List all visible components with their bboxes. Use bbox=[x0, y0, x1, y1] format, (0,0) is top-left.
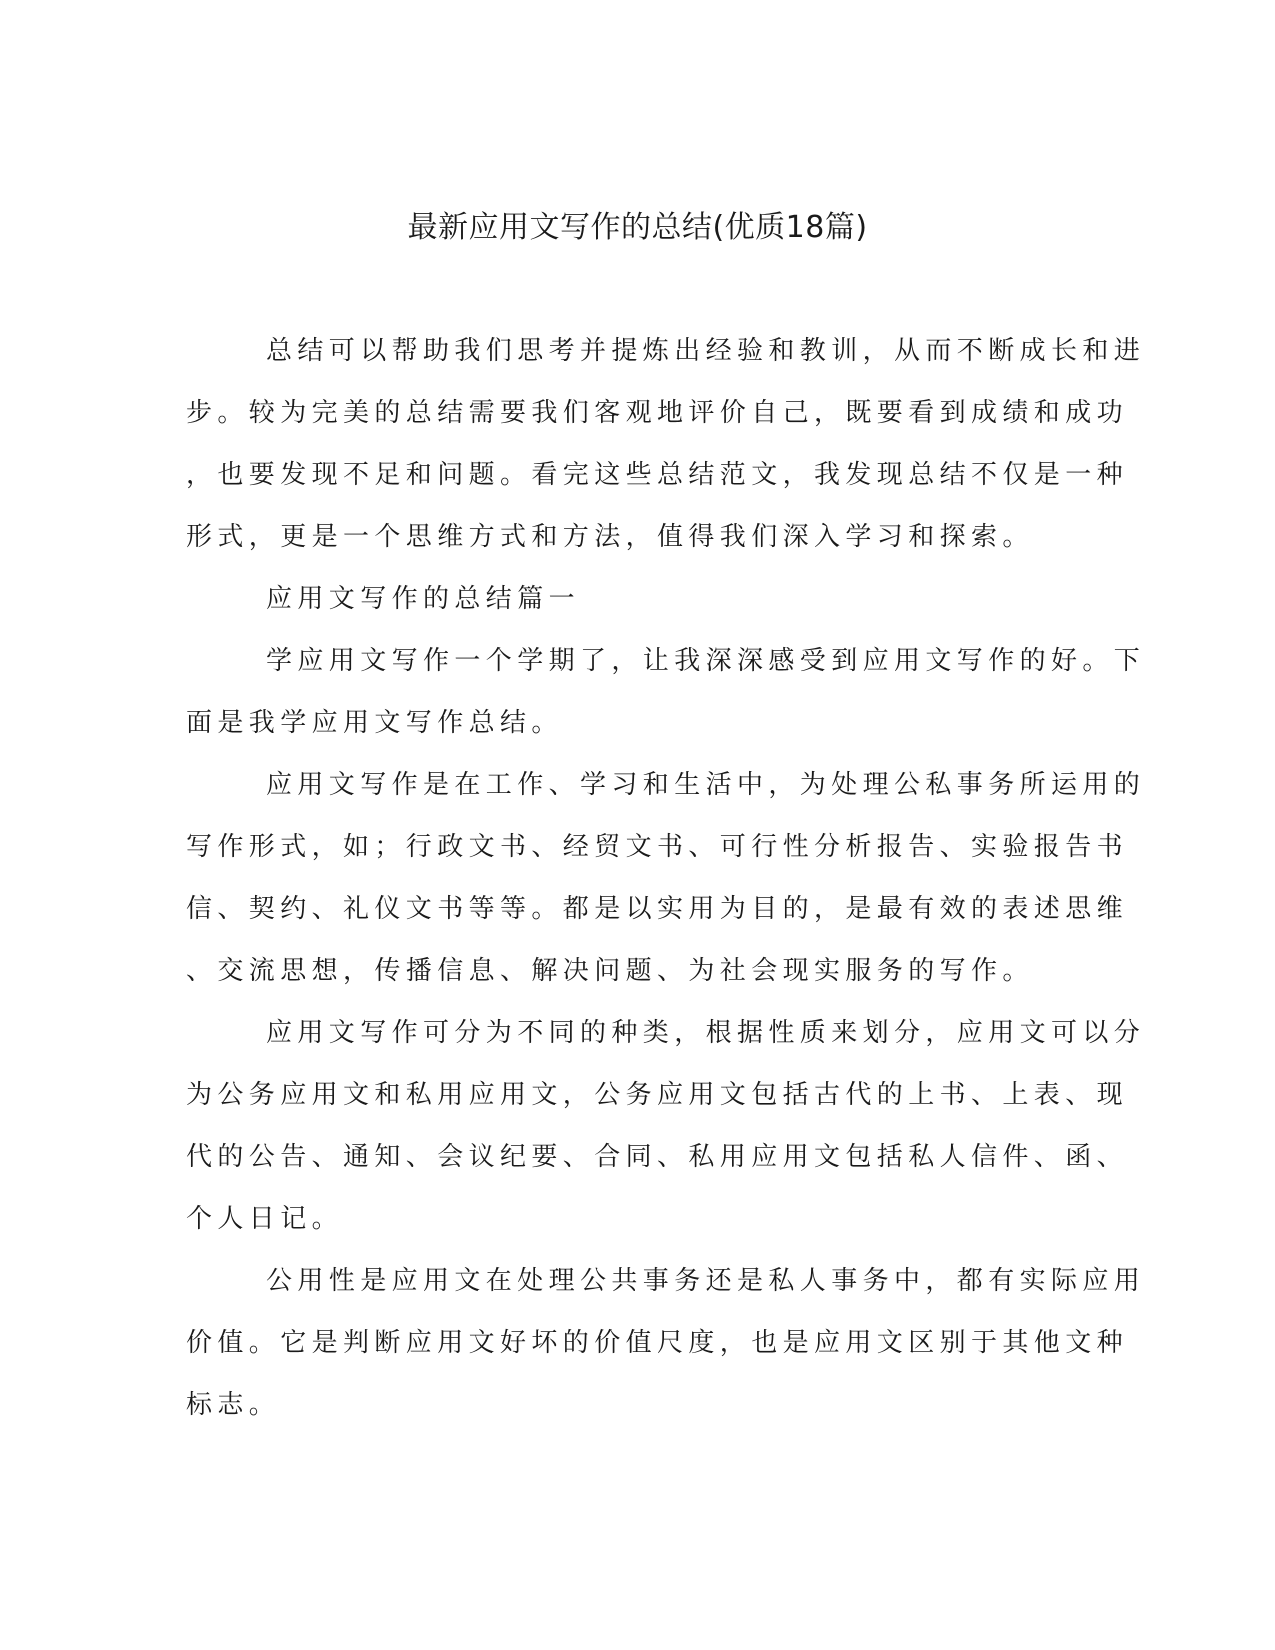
document-body bbox=[186, 330, 1146, 1446]
text-line: 步。较为完美的总结需要我们客观地评价自己，既要看到成绩和成功 bbox=[186, 398, 1129, 428]
document-title: 最新应用文写作的总结(优质18篇) bbox=[407, 210, 868, 245]
text-line: 写作形式，如；行政文书、经贸文书、可行性分析报告、实验报告书 bbox=[186, 832, 1129, 862]
text-line: 面是我学应用文写作总结。 bbox=[186, 708, 563, 738]
section-heading: 应用文写作的总结篇一 bbox=[266, 584, 581, 614]
text-line: 个人日记。 bbox=[186, 1204, 344, 1234]
text-line: 价值。它是判断应用文好坏的价值尺度，也是应用文区别于其他文种 bbox=[186, 1328, 1129, 1358]
text-line: 信、契约、礼仪文书等等。都是以实用为目的，是最有效的表述思维 bbox=[186, 894, 1129, 924]
text-line: ，也要发现不足和问题。看完这些总结范文，我发现总结不仅是一种 bbox=[186, 460, 1129, 490]
text-line: 公用性是应用文在处理公共事务还是私人事务中，都有实际应用 bbox=[266, 1266, 1146, 1296]
text-line: 标志。 bbox=[186, 1390, 281, 1420]
text-line: 总结可以帮助我们思考并提炼出经验和教训，从而不断成长和进 bbox=[266, 336, 1146, 366]
text-line: 应用文写作是在工作、学习和生活中，为处理公私事务所运用的 bbox=[266, 770, 1146, 800]
text-line: 为公务应用文和私用应用文，公务应用文包括古代的上书、上表、现 bbox=[186, 1080, 1129, 1110]
text-line: 学应用文写作一个学期了，让我深深感受到应用文写作的好。下 bbox=[266, 646, 1146, 676]
text-line: 代的公告、通知、会议纪要、合同、私用应用文包括私人信件、函、 bbox=[186, 1142, 1129, 1172]
text-line: 应用文写作可分为不同的种类，根据性质来划分，应用文可以分 bbox=[266, 1018, 1146, 1048]
text-line: 形式，更是一个思维方式和方法，值得我们深入学习和探索。 bbox=[186, 522, 1034, 552]
text-line: 、交流思想，传播信息、解决问题、为社会现实服务的写作。 bbox=[186, 956, 1034, 986]
